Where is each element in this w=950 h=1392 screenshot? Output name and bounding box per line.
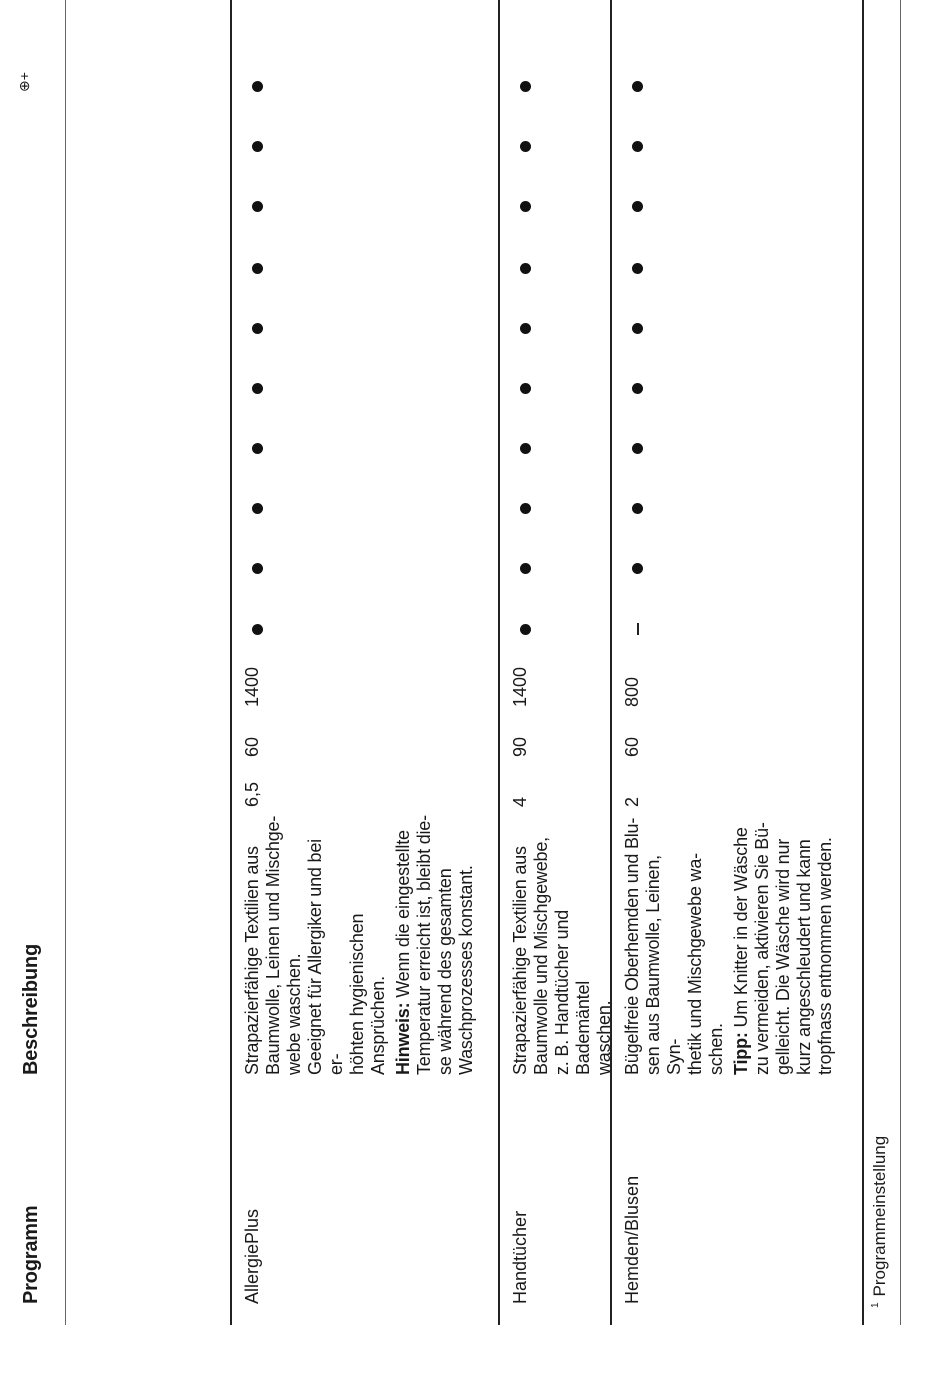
option-available-dot	[252, 141, 263, 152]
row-separator	[230, 0, 232, 1325]
value-spin: 1400	[510, 666, 530, 707]
option-unavailable-dash	[637, 623, 639, 635]
footnote-text: Programmeinstellung	[870, 1135, 889, 1297]
description-line: Geeignet für Allergiker und bei er-	[305, 839, 346, 1075]
description-line: schen.	[706, 1023, 726, 1075]
option-available-dot	[520, 201, 531, 212]
value-temp: 60	[242, 736, 262, 757]
note-line: Waschprozesses konstant.	[456, 865, 476, 1075]
option-available-dot	[520, 443, 531, 454]
option-available-dot	[520, 383, 531, 394]
note-line: kurz angeschleudert und kann	[794, 839, 814, 1075]
option-available-dot	[520, 624, 531, 635]
option-available-dot	[632, 141, 643, 152]
option-available-dot	[520, 81, 531, 92]
description-line: Bügelfreie Oberhemden und Blu-	[622, 817, 642, 1075]
program-description	[242, 815, 477, 1075]
option-available-dot	[252, 443, 263, 454]
hand-wash-plus-icon: ⊕+	[16, 72, 32, 92]
description-line: webe waschen.	[284, 953, 304, 1075]
program-name: AllergiePlus	[242, 1208, 262, 1304]
description-line: sen aus Baumwolle, Leinen, Syn-	[643, 855, 684, 1075]
description-line: waschen.	[594, 1000, 614, 1075]
option-available-dot	[252, 383, 263, 394]
value-spin: 800	[622, 676, 642, 707]
option-available-dot	[632, 503, 643, 514]
option-available-dot	[252, 624, 263, 635]
description-line: Strapazierfähige Textilien aus	[242, 846, 262, 1075]
option-available-dot	[520, 503, 531, 514]
row-separator	[900, 0, 901, 1325]
note-label: Tipp:	[731, 1032, 751, 1075]
row-separator	[498, 0, 500, 1325]
program-description	[622, 815, 836, 1075]
value-temp: 60	[622, 736, 642, 757]
option-available-dot	[632, 323, 643, 334]
note-line: zu vermeiden, aktivieren Sie Bü-	[752, 822, 772, 1075]
option-available-dot	[252, 503, 263, 514]
program-name: Handtücher	[510, 1210, 530, 1304]
program-name: Hemden/Blusen	[622, 1175, 642, 1304]
option-available-dot	[520, 323, 531, 334]
description-line: höhten hygienischen Ansprüchen.	[347, 913, 388, 1075]
option-available-dot	[252, 201, 263, 212]
option-available-dot	[632, 383, 643, 394]
footnote	[870, 1136, 890, 1308]
note-line: tropfnass entnommen werden.	[815, 837, 835, 1075]
note-line: gelleicht. Die Wäsche wird nur	[773, 838, 793, 1075]
note-line: se während des gesamten	[435, 868, 455, 1075]
option-available-dot	[252, 563, 263, 574]
footnote-marker: 1	[870, 1302, 882, 1308]
option-available-dot	[252, 323, 263, 334]
description-line: Baumwolle und Mischgewebe,	[531, 837, 551, 1075]
description-line: Strapazierfähige Textilien aus	[510, 846, 530, 1075]
note-line: Wenn die eingestellte	[393, 830, 413, 1003]
value-load: 6,5	[242, 781, 262, 807]
row-separator	[610, 0, 612, 1325]
description-line: z. B. Handtücher und Bademäntel	[552, 909, 593, 1075]
option-available-dot	[632, 263, 643, 274]
column-header-program: Programm	[20, 1205, 42, 1304]
option-available-dot	[632, 201, 643, 212]
row-separator	[862, 0, 864, 1325]
note-line: Um Knitter in der Wäsche	[731, 827, 751, 1033]
note-label: Hinweis:	[393, 1002, 413, 1075]
option-available-dot	[632, 443, 643, 454]
value-temp: 90	[510, 736, 530, 757]
option-available-dot	[520, 263, 531, 274]
value-load: 4	[510, 796, 530, 807]
option-available-dot	[520, 563, 531, 574]
option-available-dot	[252, 81, 263, 92]
option-available-dot	[632, 81, 643, 92]
option-available-dot	[520, 141, 531, 152]
program-description	[510, 815, 615, 1075]
row-separator	[65, 0, 66, 1325]
value-spin: 1400	[242, 666, 262, 707]
column-header-description: Beschreibung	[20, 944, 42, 1075]
option-available-dot	[632, 563, 643, 574]
option-available-dot	[252, 263, 263, 274]
value-load: 2	[622, 796, 642, 807]
description-line: Baumwolle, Leinen und Mischge-	[263, 815, 283, 1075]
note-line: Temperatur erreicht ist, bleibt die-	[414, 815, 434, 1075]
description-line: thetik und Mischgewebe wa-	[685, 853, 705, 1075]
